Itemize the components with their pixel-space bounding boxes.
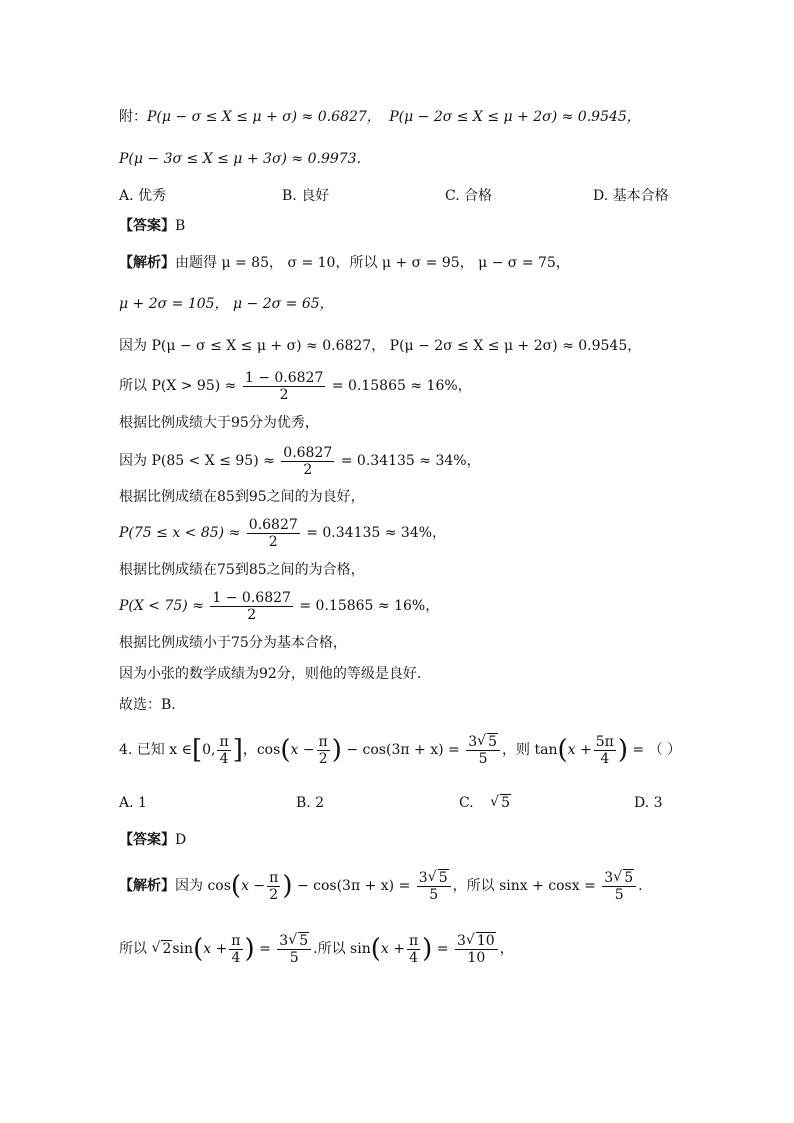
coef: 3 [456, 932, 466, 949]
analysis-tag: 【解析】 [119, 878, 175, 894]
q3-analysis-line-13: 故选：B. [119, 697, 176, 713]
fraction-denominator: 2 [318, 750, 328, 767]
prob-formula-3: P(μ − 3σ ≤ X ≤ μ + 3σ) ≈ 0.9973. [119, 151, 362, 167]
q3-analysis-line-10 [119, 588, 439, 624]
interval-left: 0, [202, 742, 216, 758]
fraction-numerator: 5π [595, 733, 614, 750]
fraction-denominator: 2 [279, 386, 289, 403]
radicand: 10 [476, 932, 495, 949]
q3-answer [119, 216, 185, 236]
q3-analysis-line-6 [119, 443, 481, 479]
fraction [602, 870, 636, 903]
l2-mid: = [432, 941, 453, 957]
fraction [466, 734, 500, 767]
radicand: 5 [438, 869, 448, 886]
fraction [277, 933, 311, 966]
paren-left: ( [370, 934, 381, 964]
fraction-numerator [455, 933, 498, 950]
answer-value: D [175, 832, 187, 848]
line6-post: = 0.34135 ≈ 34%， [336, 453, 481, 469]
l2-end: ， [499, 941, 514, 957]
fraction-denominator: 5 [614, 886, 624, 903]
coef: 3 [468, 733, 478, 750]
fraction-denominator: 10 [467, 949, 486, 966]
fraction-denominator: 5 [289, 949, 299, 966]
l1-end: . [638, 878, 643, 894]
fraction-denominator: 4 [219, 750, 229, 767]
coef: 3 [418, 869, 428, 886]
analysis-tag: 【解析】 [119, 255, 175, 271]
sqrt-symbol [490, 793, 511, 813]
line4-post: = 0.15865 ≈ 16%， [327, 378, 472, 394]
sqrt-symbol [288, 933, 309, 949]
option-c-label: C. [459, 795, 479, 811]
q4-prefix: 4. 已知 x ∈ [119, 742, 192, 758]
sqrt-symbol [477, 734, 498, 750]
paren-left: ( [280, 735, 291, 765]
fraction [455, 933, 498, 966]
attach-line-1 [119, 107, 641, 127]
fraction-denominator: 5 [429, 886, 439, 903]
coef: 3 [604, 869, 614, 886]
q3-analysis-line-1 [119, 253, 570, 273]
x-plus: x + [380, 941, 405, 957]
fraction-denominator: 4 [409, 949, 419, 966]
fraction [594, 734, 616, 767]
q4-option-d: D. 3 [634, 795, 663, 811]
q3-analysis-line-9: 根据比例成绩在75到85之间的为合格， [119, 562, 365, 578]
then-tan: ，则 tan [502, 742, 558, 758]
q4-stem [119, 730, 681, 770]
fraction-denominator: 4 [231, 949, 241, 966]
fraction-numerator: π [269, 869, 279, 886]
l2-so: .所以 sin [313, 941, 371, 957]
q3-option-c: C. 合格 [445, 188, 493, 204]
fraction-numerator: 1 − 0.6827 [212, 589, 291, 606]
fraction-denominator: 2 [268, 533, 278, 550]
line4-pre: 所以 P(X > 95) ≈ [119, 378, 241, 394]
paren-right: ) [282, 871, 293, 901]
fraction [267, 870, 280, 903]
line10-post: = 0.15865 ≈ 16%， [294, 598, 440, 614]
bracket-right: ] [232, 735, 243, 765]
radicand: 5 [488, 733, 498, 750]
fraction-numerator [602, 870, 636, 887]
radicand: 5 [299, 932, 309, 949]
paren-right: ) [422, 934, 433, 964]
line6-pre: 因为 P(85 < X ≤ 95) ≈ [119, 453, 280, 469]
paren-left: ( [557, 735, 568, 765]
paren-left: ( [230, 871, 242, 901]
paren-right: ) [331, 735, 342, 765]
radicand: 2 [162, 941, 172, 957]
fraction-numerator: 0.6827 [283, 444, 333, 461]
q3-analysis-line-2: μ + 2σ = 105， μ − 2σ = 65， [119, 296, 334, 312]
q3-analysis-line-3: 因为 P(μ − σ ≤ X ≤ μ + σ) ≈ 0.6827， P(μ − 2σ ≤ X ≤ μ + 2σ) ≈ 0.9545， [119, 338, 642, 354]
fraction-numerator: π [408, 932, 419, 949]
fraction-numerator: 0.6827 [248, 516, 298, 533]
prob-formula-2: P(μ − 2σ ≤ X ≤ μ + 2σ) ≈ 0.9545， [389, 109, 641, 125]
q3-analysis-line-5: 根据比例成绩大于95分为优秀， [119, 415, 319, 431]
minus-cos: − cos(3π + x) = [341, 742, 465, 758]
q3-option-d: D. 基本合格 [593, 188, 669, 204]
x-minus: x − [290, 742, 315, 758]
sqrt-symbol [613, 870, 634, 886]
fraction [407, 933, 420, 966]
attach-prefix: 附： [119, 109, 147, 125]
radicand: 5 [624, 869, 634, 886]
radicand: 5 [501, 795, 511, 811]
fraction-numerator: π [318, 733, 328, 750]
q3-analysis-line-8 [119, 515, 446, 551]
q4-option-b: B. 2 [296, 795, 325, 811]
sqrt-symbol [466, 933, 496, 949]
answer-value: B [175, 218, 186, 234]
q3-analysis-line-7: 根据比例成绩在85到95之间的为良好， [119, 489, 365, 505]
answer-tag: 【答案】 [119, 218, 175, 234]
l2-mid: = [254, 941, 276, 957]
fraction [210, 590, 293, 623]
q3-option-a: A. 优秀 [119, 188, 167, 204]
fraction-numerator: 1 − 0.6827 [244, 369, 324, 386]
prob-formula-1: P(μ − σ ≤ X ≤ μ + σ) ≈ 0.6827， [147, 109, 381, 125]
x-plus: x + [203, 941, 228, 957]
fraction-denominator: 4 [600, 750, 610, 767]
fraction-numerator [417, 870, 451, 887]
analysis-text: 由题得 μ = 85， σ = 10，所以 μ + σ = 95， μ − σ = 75， [175, 255, 570, 271]
line10-pre: P(X < 75) ≈ [119, 598, 209, 614]
fraction [229, 933, 242, 966]
fraction-numerator [466, 734, 500, 751]
fraction [247, 517, 300, 550]
fraction-numerator: π [231, 932, 241, 949]
l2-pre: 所以 [119, 941, 152, 957]
q4-option-c [459, 793, 511, 813]
l1-so: ，所以 sinx + cosx = [452, 878, 601, 894]
cos-part: ，cos [242, 742, 281, 758]
coef: 3 [279, 932, 289, 949]
q3-analysis-line-12: 因为小张的数学成绩为92分，则他的等级是良好. [119, 666, 422, 682]
fraction [281, 445, 334, 478]
l2-sin: sin [172, 941, 194, 957]
fraction-denominator: 2 [269, 886, 279, 903]
q3-option-b: B. 良好 [282, 188, 330, 204]
fraction-numerator [277, 933, 311, 950]
answer-tag: 【答案】 [119, 832, 175, 848]
eq-paren: = （ ） [627, 742, 682, 758]
line8-post: = 0.34135 ≈ 34%， [301, 525, 447, 541]
fraction [243, 370, 326, 403]
fraction-numerator: π [219, 733, 229, 750]
q4-analysis-line-2 [119, 929, 514, 969]
sqrt-symbol [428, 870, 449, 886]
q4-analysis-line-1 [119, 866, 643, 906]
paren-left: ( [193, 934, 204, 964]
paren-right: ) [617, 735, 628, 765]
q3-analysis-line-11: 根据比例成绩小于75分为基本合格， [119, 635, 347, 651]
x-minus: x − [241, 878, 266, 894]
fraction [417, 870, 451, 903]
q3-analysis-line-4 [119, 368, 472, 404]
fraction-denominator: 2 [303, 461, 313, 478]
x-plus: x + [567, 742, 592, 758]
paren-right: ) [244, 934, 255, 964]
line8-pre: P(75 ≤ x < 85) ≈ [119, 525, 245, 541]
bracket-left: [ [191, 735, 203, 765]
fraction-denominator: 5 [478, 750, 488, 767]
q4-answer [119, 830, 186, 850]
l1-pre: 因为 cos [175, 878, 231, 894]
l1-mid: − cos(3π + x) = [292, 878, 415, 894]
fraction [317, 734, 330, 767]
fraction [217, 734, 230, 767]
q4-option-a: A. 1 [119, 795, 147, 811]
fraction-denominator: 2 [247, 606, 257, 623]
sqrt-symbol [151, 929, 172, 969]
